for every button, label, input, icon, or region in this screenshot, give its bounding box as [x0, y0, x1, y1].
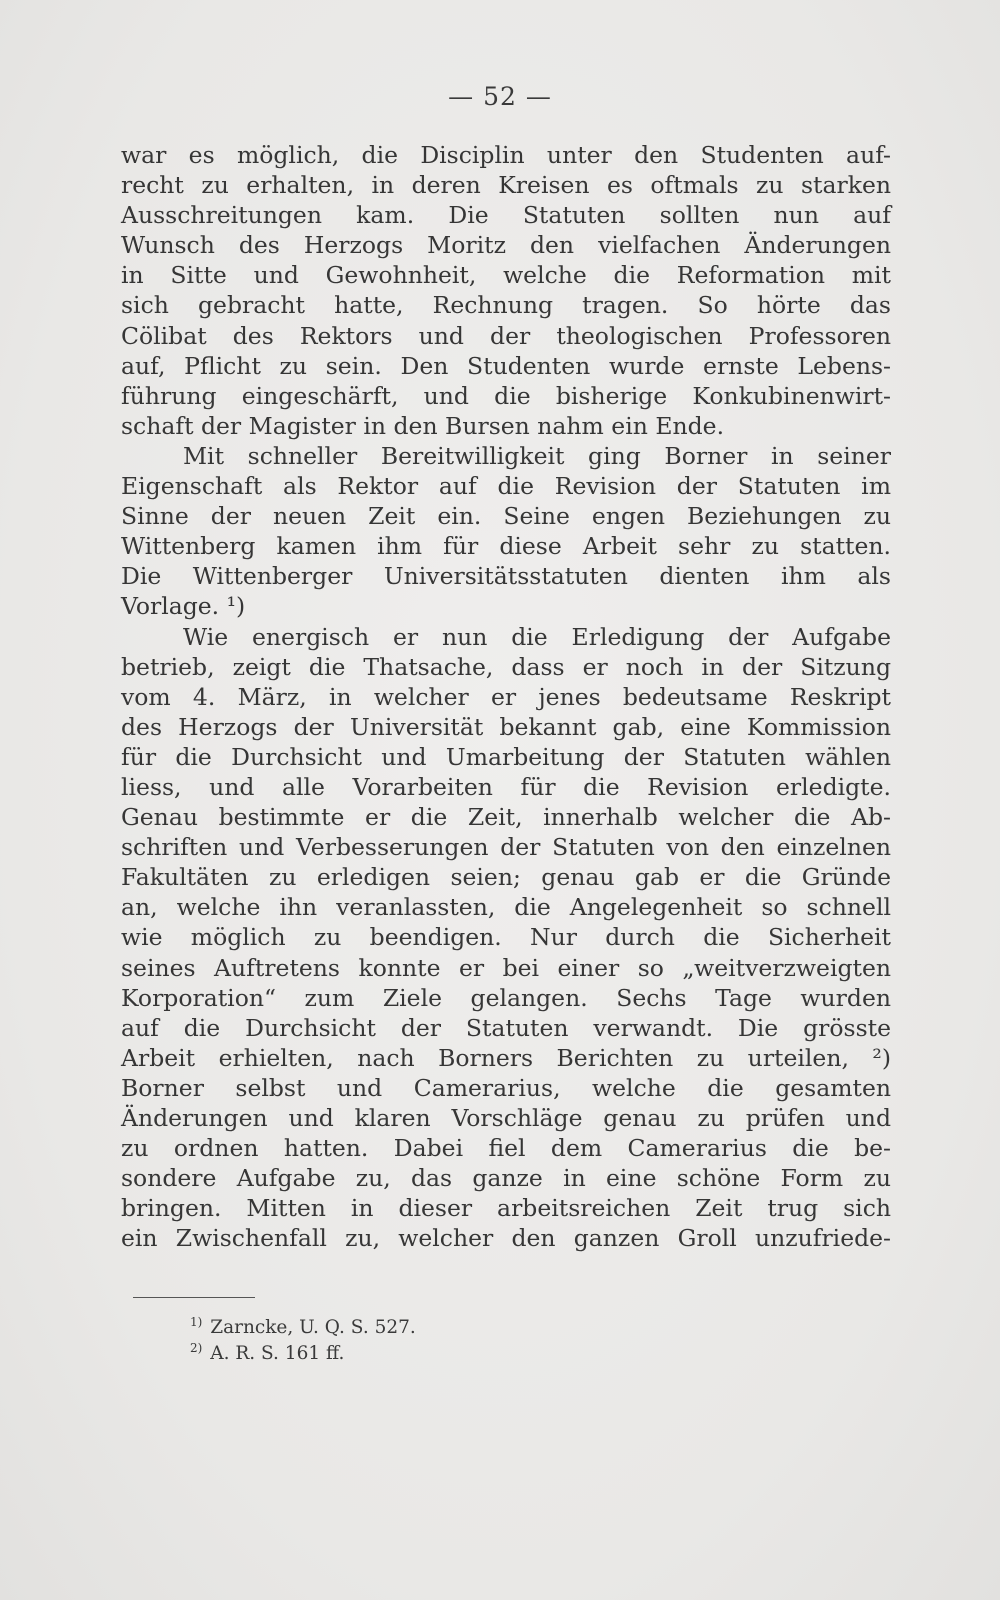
- text-line: seines Auftretens konnte er bei einer so „weitverzweigten: [121, 953, 891, 982]
- text-line: betrieb, zeigt die Thatsache, dass er noch in der Sitzung: [121, 652, 891, 681]
- text-line: zu ordnen hatten. Dabei fiel dem Camerarius die be-: [121, 1134, 891, 1163]
- text-line: war es möglich, die Disciplin unter den Studenten auf-: [121, 141, 891, 169]
- text-line: für die Durchsicht und Umarbeitung der Statuten wählen: [121, 742, 891, 771]
- text-line: in Sitte und Gewohnheit, welche die Reformation mit: [121, 261, 891, 290]
- text-line: Wunsch des Herzogs Moritz den vielfachen Änderungen: [121, 231, 891, 260]
- footnote-marker: 1): [190, 1314, 203, 1329]
- text-line: Borner selbst und Camerarius, welche die gesamten: [121, 1073, 891, 1102]
- text-line: Ausschreitungen kam. Die Statuten sollten nun auf: [121, 201, 891, 230]
- footnote-divider: [133, 1297, 255, 1298]
- text-line: wie möglich zu beendigen. Nur durch die Sicherheit: [121, 923, 891, 952]
- text-line: Änderungen und klaren Vorschläge genau zu prüfen und: [121, 1104, 891, 1132]
- text-line: vom 4. März, in welcher er jenes bedeutsame Reskript: [121, 682, 891, 711]
- text-line: Fakultäten zu erledigen seien; genau gab er die Gründe: [121, 863, 891, 892]
- text-line: schriften und Verbesserungen der Statuten von den einzelnen: [121, 833, 891, 862]
- text-line: Vorlage. ¹): [121, 592, 246, 621]
- text-line: recht zu erhalten, in deren Kreisen es oftmals zu starken: [121, 171, 891, 200]
- text-line: liess, und alle Vorarbeiten für die Revision erledigte.: [121, 772, 891, 801]
- text-line: Wie energisch er nun die Erledigung der Aufgabe: [183, 622, 891, 651]
- page-number: — 52 —: [448, 82, 552, 111]
- footnote-text: A. R. S. 161 ff.: [210, 1343, 345, 1364]
- paragraph-3: [121, 622, 891, 1254]
- paragraph-2: [121, 441, 891, 622]
- text-line: Arbeit erhielten, nach Borners Berichten zu urteilen, ²): [121, 1043, 891, 1072]
- text-line: führung eingeschärft, und die bisherige Konkubinenwirt-: [121, 381, 891, 410]
- text-line: ein Zwischenfall zu, welcher den ganzen Groll unzufriede-: [121, 1224, 891, 1253]
- footnotes: [190, 1315, 416, 1367]
- text-line: des Herzogs der Universität bekannt gab, eine Kommission: [121, 712, 891, 741]
- text-line: schaft der Magister in den Bursen nahm ein Ende.: [121, 411, 725, 440]
- text-line: auf die Durchsicht der Statuten verwandt. Die grösste: [121, 1013, 891, 1042]
- text-line: Korporation“ zum Ziele gelangen. Sechs Tage wurden: [121, 983, 891, 1012]
- text-line: an, welche ihn veranlassten, die Angelegenheit so schnell: [121, 893, 891, 922]
- body-text: [121, 140, 891, 1253]
- footnote-text: Zarncke, U. Q. S. 527.: [210, 1317, 416, 1338]
- footnote-2: [190, 1341, 416, 1367]
- text-line: sich gebracht hatte, Rechnung tragen. So hörte das: [121, 291, 891, 320]
- footnote-1: [190, 1315, 416, 1341]
- text-line: Eigenschaft als Rektor auf die Revision der Statuten im: [121, 472, 891, 501]
- text-line: Cölibat des Rektors und der theologischen Professoren: [121, 321, 891, 350]
- text-line: Wittenberg kamen ihm für diese Arbeit sehr zu statten.: [121, 532, 891, 561]
- text-line: bringen. Mitten in dieser arbeitsreichen Zeit trug sich: [121, 1194, 891, 1223]
- text-line: auf, Pflicht zu sein. Den Studenten wurde ernste Lebens-: [121, 351, 891, 380]
- text-line: Sinne der neuen Zeit ein. Seine engen Beziehungen zu: [121, 502, 891, 531]
- text-line: sondere Aufgabe zu, das ganze in eine schöne Form zu: [121, 1164, 891, 1193]
- text-line: Mit schneller Bereitwilligkeit ging Borner in seiner: [183, 441, 891, 470]
- paragraph-1: [121, 140, 891, 441]
- footnote-marker: 2): [190, 1340, 203, 1355]
- text-line: Genau bestimmte er die Zeit, innerhalb welcher die Ab-: [121, 803, 891, 832]
- text-line: Die Wittenberger Universitätsstatuten dienten ihm als: [121, 562, 891, 591]
